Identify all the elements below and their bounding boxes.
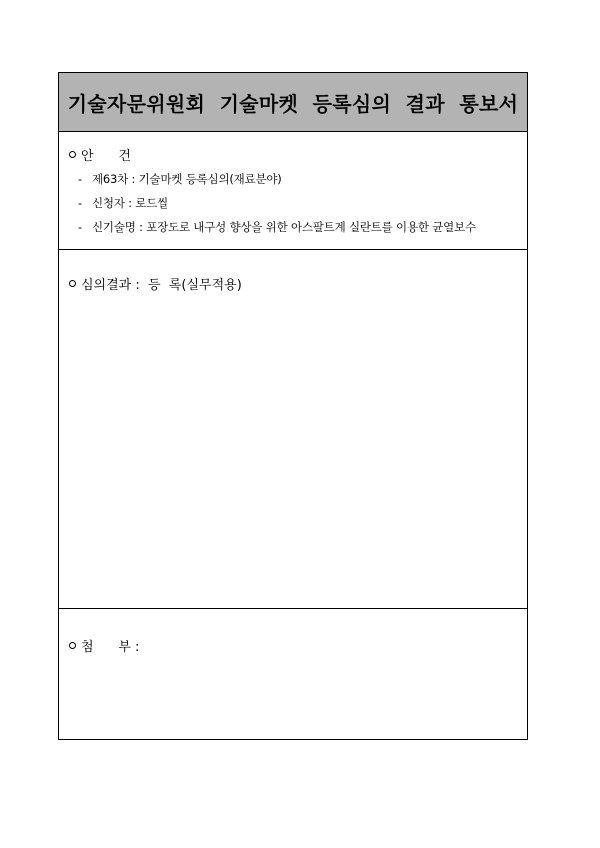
agenda-heading bbox=[69, 145, 527, 163]
agenda-technology-text: 신기술명 : 포장도로 내구성 향상을 위한 아스팔트계 실란트를 이용한 균열보수 bbox=[92, 220, 476, 234]
result-line bbox=[69, 274, 527, 293]
attachment-line bbox=[69, 636, 527, 655]
list-item bbox=[69, 194, 527, 218]
result-section bbox=[59, 250, 527, 609]
circle-bullet-icon bbox=[69, 642, 76, 649]
agenda-list bbox=[69, 170, 527, 242]
agenda-session-text: 제63차 : 기술마켓 등록심의(재료분야) bbox=[92, 172, 282, 186]
attachment-section bbox=[59, 609, 527, 739]
list-item bbox=[69, 218, 527, 242]
result-notice-form bbox=[58, 72, 528, 740]
dash-bullet: - bbox=[78, 220, 82, 234]
agenda-label: 안 건 bbox=[81, 148, 131, 164]
agenda-applicant-text: 신청자 : 로드씰 bbox=[92, 196, 169, 210]
list-item bbox=[69, 170, 527, 194]
agenda-section bbox=[59, 132, 527, 250]
dash-bullet: - bbox=[78, 172, 82, 186]
title-row bbox=[59, 73, 527, 132]
result-label: 심의결과 : 등 록(실무적용) bbox=[81, 278, 242, 293]
circle-bullet-icon bbox=[69, 151, 76, 158]
dash-bullet: - bbox=[78, 196, 82, 210]
attachment-label: 첨 부 : bbox=[81, 640, 140, 655]
circle-bullet-icon bbox=[69, 280, 76, 287]
document-title: 기술자문위원회 기술마켓 등록심의 결과 통보서 bbox=[67, 91, 519, 116]
